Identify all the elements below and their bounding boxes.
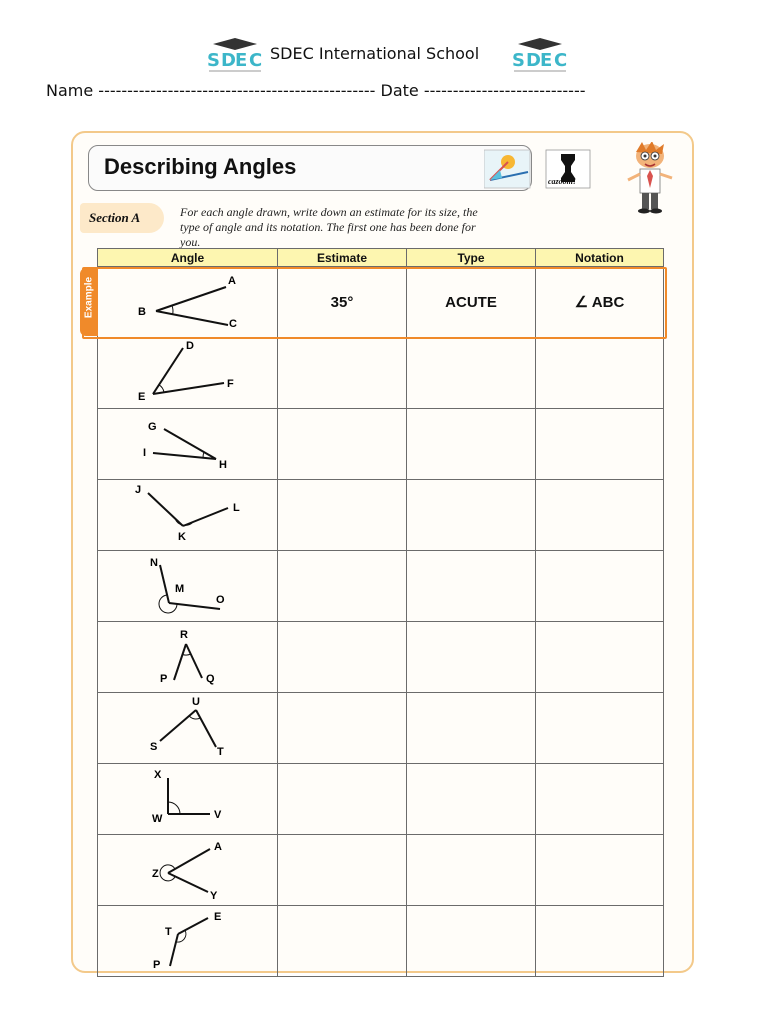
angle-cell [98, 409, 278, 480]
angle-pqr-diagram [98, 622, 277, 688]
table-row [98, 480, 664, 551]
angle-ghi-diagram [98, 409, 277, 475]
section-label: Section A [89, 210, 141, 225]
svg-text:L: L [233, 502, 240, 514]
angle-cell [98, 480, 278, 551]
angle-cell [98, 622, 278, 693]
svg-text:E: E [138, 391, 146, 403]
estimate-answer-cell[interactable] [278, 906, 407, 977]
angle-cell [98, 906, 278, 977]
name-date-line: Name ------------------------------------------------ Date ---------------------------- [46, 81, 586, 100]
svg-text:J: J [135, 484, 142, 496]
school-logo-right [508, 38, 572, 78]
angle-cell [98, 338, 278, 409]
school-logo-left [203, 38, 267, 78]
type-answer-cell[interactable] [407, 409, 536, 480]
svg-text:N: N [150, 557, 158, 569]
estimate-answer-cell[interactable] [278, 693, 407, 764]
column-header-type: Type [407, 249, 536, 267]
angle-stu-diagram [98, 693, 277, 759]
svg-text:E: E [214, 911, 222, 923]
notation-answer-cell[interactable] [536, 338, 664, 409]
svg-text:S: S [512, 50, 525, 71]
column-header-notation: Notation [536, 249, 664, 267]
instructions: For each angle drawn, write down an estimate for its size, the type of angle and its notation. The first one has been done for you. [180, 205, 478, 249]
mascot-illustration [624, 142, 676, 218]
svg-text:W: W [152, 813, 163, 825]
example-notation: ∠ ABC [536, 267, 664, 338]
table-row [98, 906, 664, 977]
notation-answer-cell[interactable] [536, 835, 664, 906]
estimate-answer-cell[interactable] [278, 835, 407, 906]
table-row [98, 622, 664, 693]
type-answer-cell[interactable] [407, 906, 536, 977]
svg-text:R: R [180, 629, 188, 641]
estimate-answer-cell[interactable] [278, 764, 407, 835]
angle-ayz-diagram [98, 835, 277, 901]
svg-text:Q: Q [206, 673, 215, 685]
title-icons [484, 148, 594, 194]
type-answer-cell[interactable] [407, 764, 536, 835]
svg-text:E: E [540, 50, 553, 71]
svg-text:C: C [249, 50, 263, 71]
example-highlight-box [82, 267, 667, 339]
table-row [98, 835, 664, 906]
svg-text:F: F [227, 378, 234, 390]
svg-text:M: M [175, 583, 185, 595]
worksheet-title: Describing Angles [104, 154, 297, 179]
notation-answer-cell[interactable] [536, 764, 664, 835]
angle-vwx-diagram [98, 764, 277, 830]
angle-cell [98, 764, 278, 835]
estimate-answer-cell[interactable] [278, 409, 407, 480]
svg-text:P: P [153, 959, 161, 971]
type-answer-cell[interactable] [407, 835, 536, 906]
angle-cell [98, 835, 278, 906]
brand-label: cazoom! [548, 177, 576, 186]
svg-text:B: B [138, 306, 146, 318]
svg-text:I: I [143, 447, 147, 459]
estimate-answer-cell[interactable] [278, 480, 407, 551]
svg-text:D: D [221, 50, 236, 71]
table-row [98, 338, 664, 409]
svg-text:D: D [526, 50, 541, 71]
svg-text:K: K [178, 531, 186, 543]
type-answer-cell[interactable] [407, 622, 536, 693]
notation-answer-cell[interactable] [536, 480, 664, 551]
estimate-answer-cell[interactable] [278, 622, 407, 693]
svg-text:V: V [214, 809, 222, 821]
svg-text:Y: Y [210, 890, 218, 901]
svg-text:S: S [150, 741, 158, 753]
svg-text:D: D [186, 340, 194, 352]
svg-text:E: E [235, 50, 248, 71]
svg-text:X: X [154, 769, 162, 781]
example-type: ACUTE [407, 267, 536, 338]
angle-jkl-diagram [98, 480, 277, 546]
angle-cell [98, 693, 278, 764]
notation-answer-cell[interactable] [536, 906, 664, 977]
table-row [98, 693, 664, 764]
svg-text:G: G [148, 421, 157, 433]
svg-text:Z: Z [152, 868, 159, 880]
school-name: SDEC International School [270, 44, 480, 63]
angle-ept-diagram [98, 906, 277, 972]
svg-text:S: S [207, 50, 220, 71]
type-answer-cell[interactable] [407, 551, 536, 622]
estimate-answer-cell[interactable] [278, 338, 407, 409]
table-row [98, 764, 664, 835]
type-answer-cell[interactable] [407, 338, 536, 409]
example-estimate: 35° [278, 267, 407, 338]
column-header-estimate: Estimate [278, 249, 407, 267]
svg-text:P: P [160, 673, 168, 685]
svg-text:T: T [217, 746, 224, 758]
table-row [98, 551, 664, 622]
angles-table [97, 248, 664, 977]
estimate-answer-cell[interactable] [278, 551, 407, 622]
notation-answer-cell[interactable] [536, 622, 664, 693]
svg-text:O: O [216, 594, 225, 606]
type-answer-cell[interactable] [407, 693, 536, 764]
svg-text:T: T [165, 926, 172, 938]
svg-text:H: H [219, 459, 227, 471]
table-header-row [98, 249, 664, 267]
angle-mno-diagram [98, 551, 277, 617]
svg-text:U: U [192, 696, 200, 708]
type-answer-cell[interactable] [407, 480, 536, 551]
notation-answer-cell[interactable] [536, 693, 664, 764]
example-tab-label: Example [83, 276, 95, 319]
notation-answer-cell[interactable] [536, 409, 664, 480]
svg-text:C: C [229, 318, 237, 330]
angle-graphic-icon [484, 150, 530, 188]
angle-cell [98, 551, 278, 622]
notation-answer-cell[interactable] [536, 551, 664, 622]
table-row [98, 409, 664, 480]
svg-text:A: A [228, 275, 236, 287]
angle-def-diagram [98, 338, 277, 404]
svg-text:A: A [214, 841, 222, 853]
svg-text:C: C [554, 50, 568, 71]
column-header-angle: Angle [98, 249, 278, 267]
